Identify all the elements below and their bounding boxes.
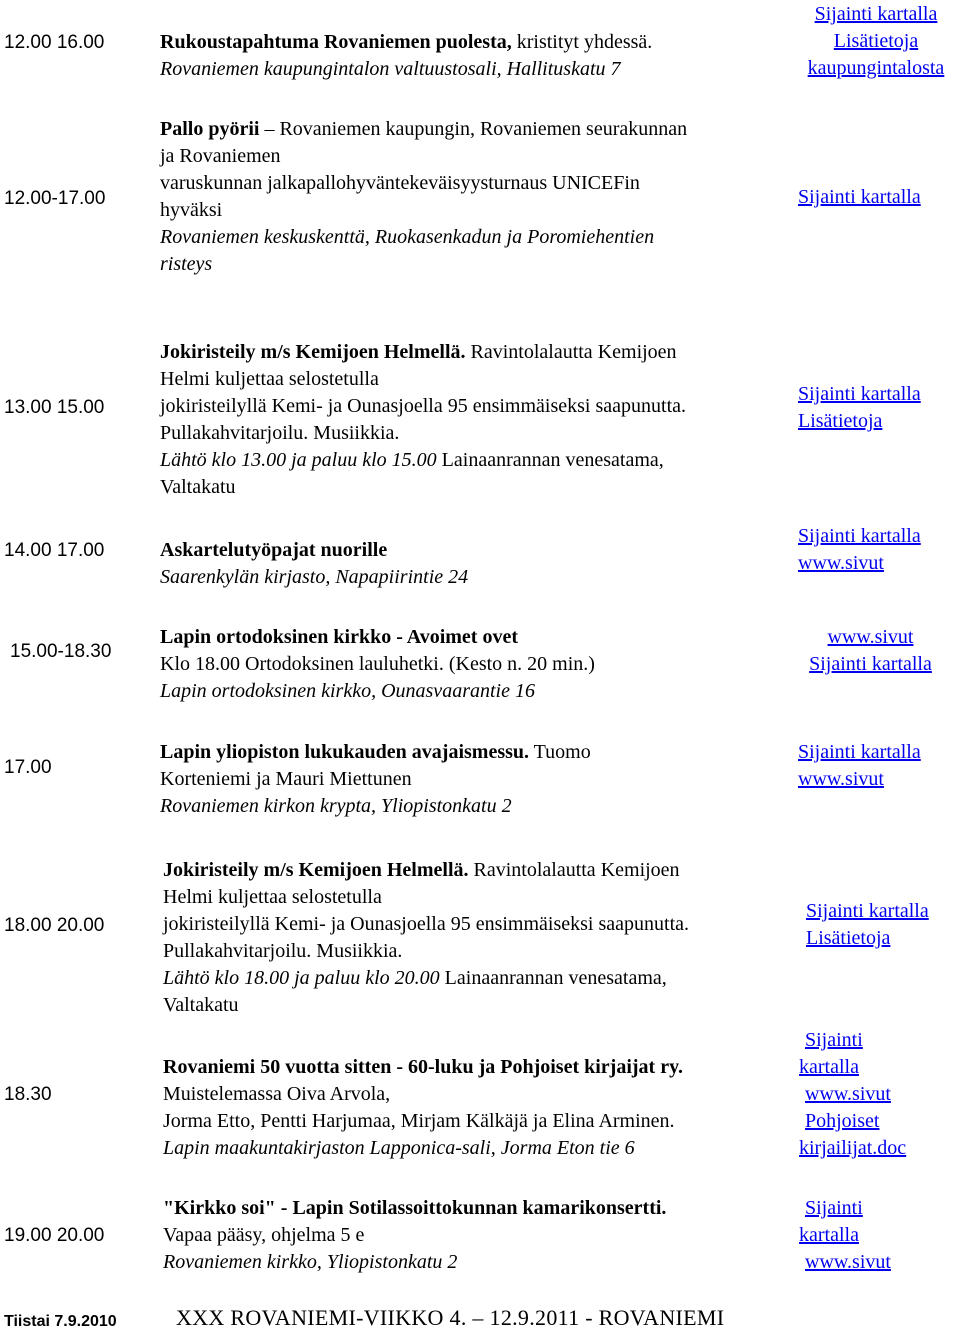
event-place: Valtakatu: [163, 994, 239, 1016]
event-links: [798, 523, 921, 577]
event-desc-line: Muistelemassa Oiva Arvola,: [163, 1083, 391, 1105]
event-time: 12.00-17.00: [4, 188, 106, 209]
event-desc: Ravintolalautta Kemijoen: [468, 859, 680, 881]
event-entry: [160, 624, 595, 705]
event-links: [798, 381, 921, 435]
event-desc-line: Pullakahvitarjoilu. Musiikkia.: [163, 940, 403, 962]
event-entry: [163, 1195, 666, 1276]
info-link[interactable]: Lisätietoja: [798, 410, 883, 432]
event-time: 12.00 16.00: [4, 32, 105, 53]
event-place: Lainaanrannan venesatama,: [441, 449, 664, 471]
www-link[interactable]: www.sivut: [798, 552, 884, 574]
event-time: 15.00-18.30: [10, 641, 112, 662]
event-title: Pallo pyörii: [160, 118, 260, 140]
event-desc-line: hyväksi: [160, 199, 223, 221]
event-time: 18.00 20.00: [4, 915, 105, 936]
doc-link[interactable]: kirjailijat.doc: [799, 1137, 907, 1159]
footer-date: Tiistai 7.9.2010: [4, 1313, 117, 1330]
event-place: risteys: [160, 253, 213, 275]
www-link[interactable]: www.sivut: [827, 626, 914, 648]
info-link[interactable]: Lisätietoja: [806, 927, 891, 949]
event-time: 17.00: [4, 757, 52, 778]
event-entry: [163, 857, 689, 1019]
event-links: [798, 739, 921, 793]
event-place: Lainaanrannan venesatama,: [444, 967, 667, 989]
event-entry: [160, 29, 652, 83]
www-link[interactable]: www.sivut: [805, 1083, 891, 1105]
www-link[interactable]: www.sivut: [805, 1251, 891, 1273]
event-place: Lähtö klo 18.00 ja paluu klo 20.00: [163, 967, 440, 989]
map-link[interactable]: Sijainti kartalla: [798, 525, 921, 547]
event-place: Rovaniemen keskuskenttä, Ruokasenkadun ja Poromiehentien: [160, 226, 655, 248]
event-entry: [160, 739, 591, 820]
event-links: [798, 184, 921, 211]
map-link[interactable]: Sijainti: [805, 1197, 863, 1219]
event-time: 13.00 15.00: [4, 397, 105, 418]
event-place: Saarenkylän kirjasto, Napapiirintie 24: [160, 566, 469, 588]
event-desc: – Rovaniemen kaupungin, Rovaniemen seurakunnan: [259, 118, 688, 140]
info-link-cityhall[interactable]: kaupungintalosta: [807, 57, 945, 79]
map-link[interactable]: Sijainti kartalla: [814, 3, 938, 25]
event-desc-line: jokiristeilyllä Kemi- ja Ounasjoella 95 ensimmäiseksi saapunutta.: [163, 913, 689, 935]
event-place: Lapin maakuntakirjaston Lapponica-sali, Jorma Eton tie 6: [163, 1137, 635, 1159]
event-entry: [163, 1054, 683, 1162]
footer-title: XXX ROVANIEMI-VIIKKO 4. – 12.9.2011 - ROVANIEMI: [176, 1305, 725, 1330]
event-desc-line: Pullakahvitarjoilu. Musiikkia.: [160, 422, 400, 444]
event-desc-line: varuskunnan jalkapallohyväntekeväisyysturnaus UNICEFin: [160, 172, 640, 194]
event-place: Lähtö klo 13.00 ja paluu klo 15.00: [160, 449, 437, 471]
map-link[interactable]: kartalla: [799, 1056, 859, 1078]
event-time: 19.00 20.00: [4, 1225, 105, 1246]
event-desc: Tuomo: [529, 741, 591, 763]
event-title: "Kirkko soi" - Lapin Sotilassoittokunnan kamarikonsertti.: [163, 1197, 667, 1219]
event-time: 14.00 17.00: [4, 540, 105, 561]
event-place: Valtakatu: [160, 476, 236, 498]
event-desc: kristityt yhdessä.: [511, 31, 653, 53]
event-desc: Ravintolalautta Kemijoen: [465, 341, 677, 363]
event-links: [799, 1195, 891, 1276]
event-title: Lapin ortodoksinen kirkko - Avoimet ovet: [160, 626, 518, 648]
event-title: Askartelutyöpajat nuorille: [160, 539, 388, 561]
event-place: Rovaniemen kaupungintalon valtuustosali, Hallituskatu 7: [160, 58, 621, 80]
map-link[interactable]: Sijainti kartalla: [798, 383, 921, 405]
event-entry: [160, 339, 686, 501]
map-link[interactable]: Sijainti kartalla: [798, 186, 921, 208]
event-title: Jokiristeily m/s Kemijoen Helmellä.: [163, 859, 469, 881]
event-title: Rovaniemi 50 vuotta sitten - 60-luku ja Pohjoiset kirjaijat ry.: [163, 1056, 683, 1078]
map-link[interactable]: Sijainti kartalla: [809, 653, 932, 675]
page-footer: [4, 1306, 960, 1328]
map-link[interactable]: kartalla: [799, 1224, 859, 1246]
event-place: Rovaniemen kirkon krypta, Yliopistonkatu 2: [160, 795, 512, 817]
doc-link[interactable]: Pohjoiset: [805, 1110, 880, 1132]
event-title: Jokiristeily m/s Kemijoen Helmellä.: [160, 341, 466, 363]
event-desc-line: jokiristeilyllä Kemi- ja Ounasjoella 95 ensimmäiseksi saapunutta.: [160, 395, 686, 417]
event-desc-line: Jorma Etto, Pentti Harjumaa, Mirjam Kälkäjä ja Elina Arminen.: [163, 1110, 675, 1132]
event-links: [792, 1, 960, 82]
event-entry: [160, 116, 687, 278]
map-link[interactable]: Sijainti kartalla: [798, 741, 921, 763]
event-title: Lapin yliopiston lukukauden avajaismessu.: [160, 741, 530, 763]
event-links: [806, 898, 929, 952]
event-place: Rovaniemen kirkko, Yliopistonkatu 2: [163, 1251, 458, 1273]
event-place: Lapin ortodoksinen kirkko, Ounasvaarantie 16: [160, 680, 535, 702]
event-links: [798, 624, 943, 678]
event-entry: [160, 537, 468, 591]
info-link[interactable]: Lisätietoja: [833, 30, 919, 52]
event-time: 18.30: [4, 1084, 52, 1105]
event-desc-line: Korteniemi ja Mauri Miettunen: [160, 768, 412, 790]
event-desc-line: Vapaa pääsy, ohjelma 5 e: [163, 1224, 365, 1246]
map-link[interactable]: Sijainti: [805, 1029, 863, 1051]
event-links: [799, 1027, 906, 1162]
event-desc-line: Helmi kuljettaa selostetulla: [163, 886, 382, 908]
event-desc-line: Helmi kuljettaa selostetulla: [160, 368, 379, 390]
event-desc-line: ja Rovaniemen: [160, 145, 281, 167]
map-link[interactable]: Sijainti kartalla: [806, 900, 929, 922]
event-desc-line: Klo 18.00 Ortodoksinen lauluhetki. (Kesto n. 20 min.): [160, 653, 595, 675]
event-title: Rukoustapahtuma Rovaniemen puolesta,: [160, 31, 512, 53]
www-link[interactable]: www.sivut: [798, 768, 884, 790]
